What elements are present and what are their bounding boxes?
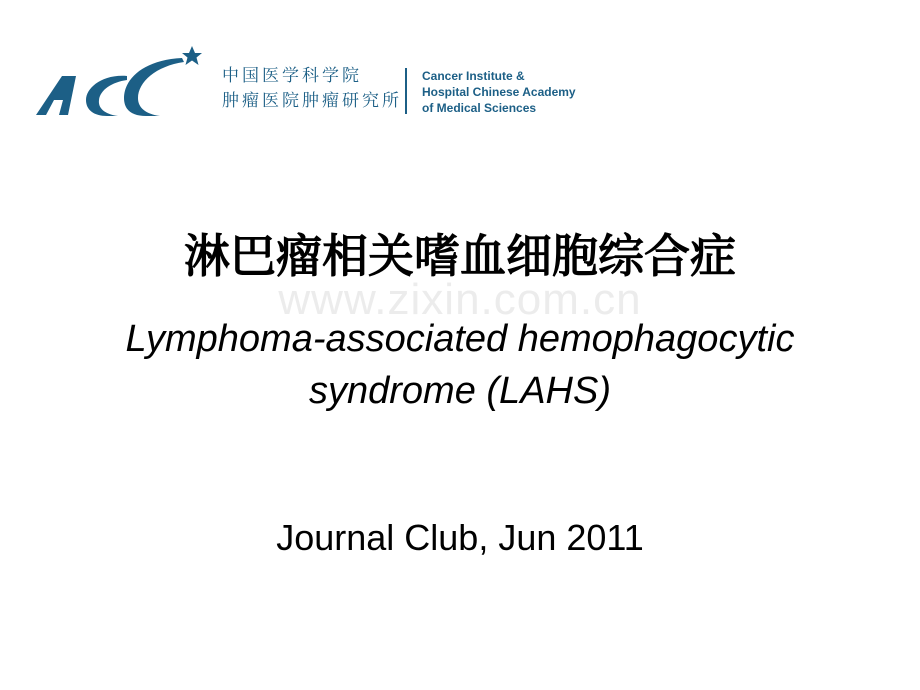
logo-en-line2: Hospital Chinese Academy [422,85,576,99]
logo-cn-line2: 肿瘤医院肿瘤研究所 [222,91,402,111]
logo-chinese-name [222,64,422,114]
slide-title-chinese: 淋巴瘤相关嗜血细胞综合症 [184,229,736,283]
slide-subtitle: Journal Club, Jun 2011 [276,517,644,558]
institution-logo [32,40,622,120]
logo-en-line3: of Medical Sciences [422,101,537,115]
logo-divider [405,68,407,114]
watermark-text: www.zixin.com.cn [278,275,642,324]
logo-en-line1: Cancer Institute & [422,69,525,83]
logo-cn-line1: 中国医学科学院 [222,66,362,86]
acc-logo-icon [32,40,232,120]
title-en-line2: syndrome (LAHS) [309,370,611,412]
title-en-line1: Lymphoma-associated hemophagocytic [125,318,795,360]
logo-english-name [422,68,627,116]
slide-title-english [0,313,920,417]
